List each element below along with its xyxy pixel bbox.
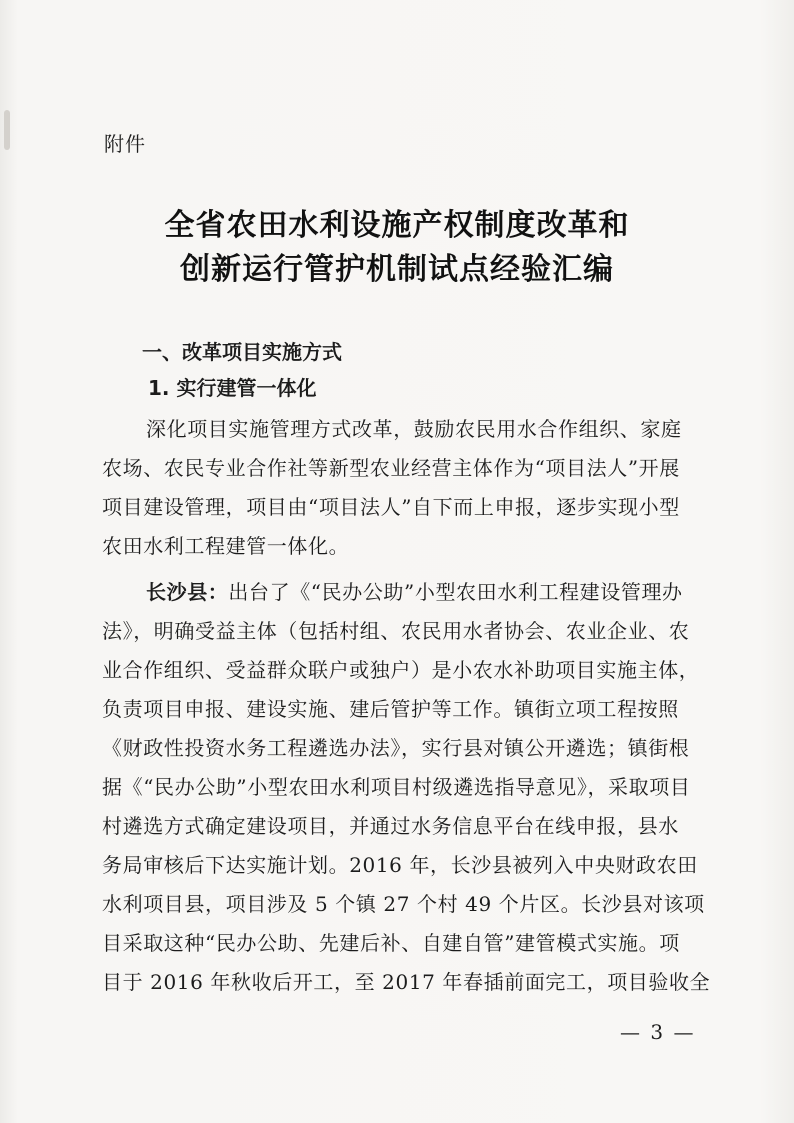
paragraph-2-line-6: 据《“民办公助”小型农田水利项目村级遴选指导意见》，采取项目 [102, 775, 691, 799]
paragraph-2-line-1 [146, 576, 746, 605]
section-heading: 一、改革项目实施方式 [142, 340, 342, 364]
paragraph-2-line-4: 负责项目申报、建设实施、建后管护等工作。镇街立项工程按照 [102, 697, 679, 721]
scan-binding-mark [4, 110, 10, 150]
document-title-line-2: 创新运行管护机制试点经验汇编 [180, 252, 614, 287]
paragraph-2-line-7: 村遴选方式确定建设项目，并通过水务信息平台在线申报，县水 [102, 814, 679, 838]
paragraph-2-line-2: 法》，明确受益主体（包括村组、农民用水者协会、农业企业、农 [102, 619, 690, 643]
paragraph-2-line-10: 目采取这种“民办公助、先建后补、自建自管”建管模式实施。项 [102, 931, 680, 955]
subsection-heading: 1. 实行建管一体化 [148, 376, 317, 400]
paragraph-1-line-2: 农场、农民专业合作社等新型农业经营主体作为“项目法人”开展 [102, 456, 680, 480]
paragraph-2-line-1-text: 出台了《“民办公助”小型农田水利工程建设管理办 [228, 580, 683, 604]
page-number: — 3 — [620, 1020, 696, 1044]
document-title-line-1: 全省农田水利设施产权制度改革和 [164, 208, 630, 243]
paragraph-2-line-8: 务局审核后下达实施计划。2016 年，长沙县被列入中央财政农田 [102, 853, 698, 877]
attachment-label: 附件 [104, 132, 146, 156]
paragraph-1-line-3: 项目建设管理，项目由“项目法人”自下而上申报，逐步实现小型 [102, 495, 680, 519]
county-name-changsha: 长沙县： [146, 580, 229, 604]
paragraph-2-line-11: 目于 2016 年秋收后开工，至 2017 年春插前面完工，项目验收全 [102, 970, 711, 994]
paragraph-1-line-4: 农田水利工程建管一体化。 [102, 534, 350, 558]
paragraph-1-line-1: 深化项目实施管理方式改革，鼓励农民用水合作组织、家庭 [146, 417, 682, 441]
paragraph-2-line-3: 业合作组织、受益群众联户或独户）是小农水补助项目实施主体， [102, 658, 700, 682]
paragraph-2-line-9: 水利项目县，项目涉及 5 个镇 27 个村 49 个片区。长沙县对该项 [102, 892, 705, 916]
paragraph-2-line-5: 《财政性投资水务工程遴选办法》，实行县对镇公开遴选；镇街根 [102, 736, 690, 760]
